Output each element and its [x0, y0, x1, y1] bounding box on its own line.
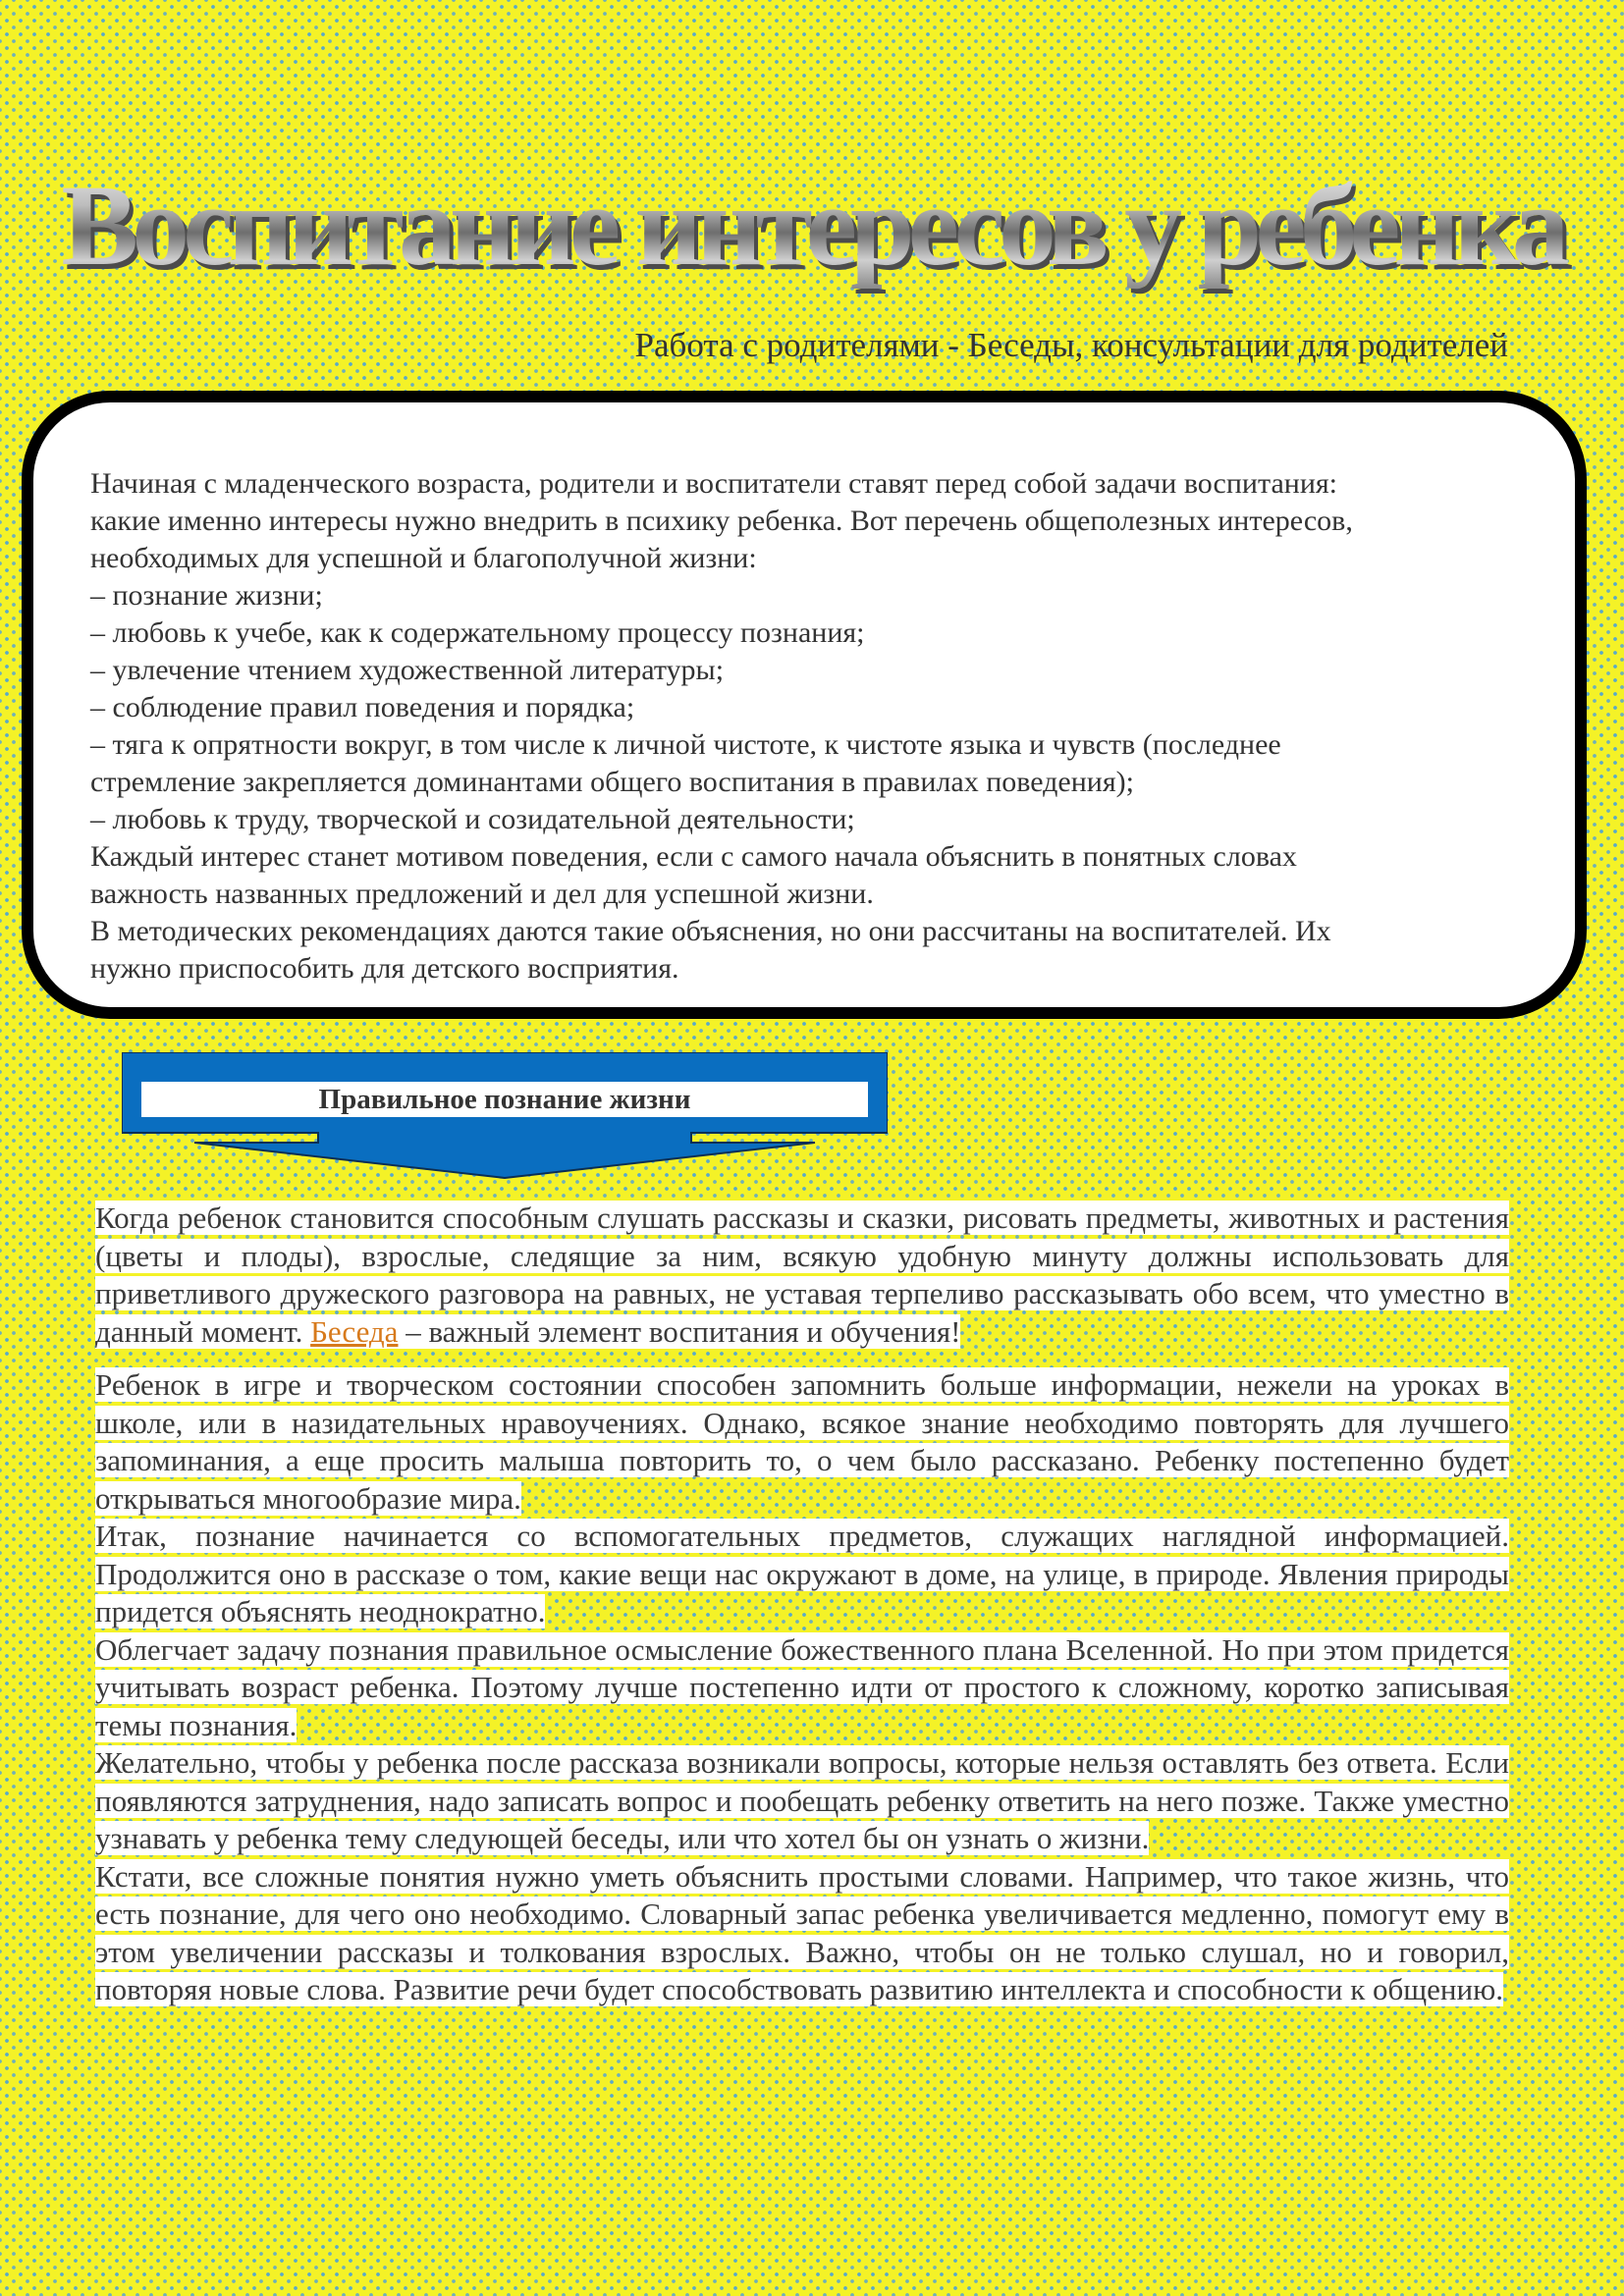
- intro-line: какие именно интересы нужно внедрить в психику ребенка. Вот перечень общеполезных интересов,: [90, 505, 1353, 537]
- intro-line: стремление закрепляется доминантами общего воспитания в правилах поведения);: [90, 766, 1134, 798]
- article-text: Когда ребенок становится способным слушать рассказы и сказки, рисовать предметы, животных и растения (цветы и плоды), взрослые, следящие за ним, всякую удобную минуту должны использовать для приветливого дружеского разговора на равных, не уставая терпеливо рассказывать обо всем, что уместно в данный момент.: [95, 1201, 1509, 1349]
- article-text: – важный элемент воспитания и обучения!: [398, 1313, 961, 1349]
- intro-line: Начиная с младенческого возраста, родители и воспитатели ставят перед собой задачи воспитания:: [90, 467, 1338, 500]
- article-text: Ребенок в игре и творческом состоянии способен запомнить больше информации, нежели на уроках в школе, или в назидательных нравоучениях. Однако, всякое знание необходимо повторять для лучшего запоминания, а еще просить малыша повторить то, о чем было рассказано. Ребенку постепенно будет открываться многообразие мира.: [95, 1367, 1509, 1516]
- intro-line: важность названных предложений и дел для успешной жизни.: [90, 878, 874, 910]
- article-text: Итак, познание начинается со вспомогательных предметов, служащих наглядной информацией. Продолжится оно в рассказе о том, какие вещи нас окружают в доме, на улице, в природе. Явления природы придется объяснять неоднократно.: [95, 1519, 1509, 1629]
- intro-line: необходимых для успешной и благополучной жизни:: [90, 542, 757, 574]
- intro-line: В методических рекомендациях даются такие объяснения, но они рассчитаны на воспитателей. Их: [90, 915, 1331, 947]
- section-callout: [122, 1052, 888, 1180]
- beseda-link[interactable]: Беседа: [310, 1313, 399, 1349]
- intro-box: [22, 391, 1587, 1019]
- intro-line: Каждый интерес станет мотивом поведения, если с самого начала объяснить в понятных словах: [90, 840, 1297, 873]
- intro-list-item: – увлечение чтением художественной литературы;: [90, 654, 725, 686]
- intro-list-item: – познание жизни;: [90, 579, 323, 612]
- intro-list-item: – соблюдение правил поведения и порядка;: [90, 691, 635, 723]
- intro-line: нужно приспособить для детского восприятия.: [90, 952, 679, 985]
- article-text: Облегчает задачу познания правильное осмысление божественного плана Вселенной. Но при этом придется учитывать возраст ребенка. Поэтому лучше постепенно идти от простого к сложному, коротко записывая темы познания.: [95, 1631, 1509, 1742]
- page-subtitle: Работа с родителями - Беседы, консультации для родителей: [634, 326, 1508, 364]
- article-paragraph: [95, 1200, 1509, 1351]
- intro-list-item: – тяга к опрятности вокруг, в том числе к личной чистоте, к чистоте языка и чувств (последнее: [90, 728, 1281, 761]
- article-text: Желательно, чтобы у ребенка после рассказа возникали вопросы, которые нельзя оставлять без ответа. Если появляются затруднения, надо записать вопрос и пообещать ребенку ответить на него позже. Также уместно узнавать у ребенка тему следующей беседы, или что хотел бы он узнать о жизни.: [95, 1745, 1509, 1855]
- article-paragraph: [95, 1366, 1509, 2009]
- intro-list-item: – любовь к учебе, как к содержательному процессу познания;: [90, 616, 865, 649]
- page-title: Воспитание интересов у ребенка: [0, 157, 1624, 294]
- intro-list-item: – любовь к труду, творческой и созидательной деятельности;: [90, 803, 855, 835]
- article-body: [95, 1200, 1509, 2025]
- callout-heading: Правильное познание жизни: [318, 1084, 691, 1115]
- intro-text: [90, 465, 1516, 988]
- article-text: Кстати, все сложные понятия нужно уметь объяснить простыми словами. Например, что такое жизнь, что есть познание, для чего оно необходимо. Словарный запас ребенка увеличивается медленно, помогут ему в этом увеличении рассказы и толкования взрослых. Важно, чтобы он не только слушал, но и говорил, повторяя новые слова. Развитие речи будет способствовать развитию интеллекта и способности к общению.: [95, 1858, 1509, 2006]
